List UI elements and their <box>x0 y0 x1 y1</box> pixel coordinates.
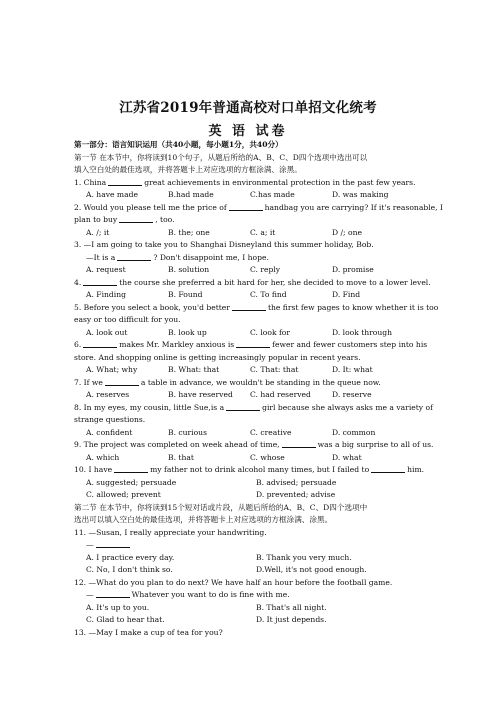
exam-body <box>74 139 443 639</box>
option-b: B. advised; persuade <box>256 477 337 487</box>
question-text: 8. In my eyes, my cousin, little Sue,is a <box>74 402 225 412</box>
option-a: A. look out <box>86 327 128 337</box>
question-7 <box>74 377 424 390</box>
option-c: C. No, I don't think so. <box>86 565 173 574</box>
question-4 <box>74 277 431 290</box>
question-text: girl because she always asks me a variety of <box>262 402 433 412</box>
question-6-cont: store. And shopping online is getting increasingly popular in recent years. <box>74 352 361 362</box>
answer-blank <box>96 539 130 548</box>
option-c: C. reply <box>250 265 281 274</box>
question-text: 7. If we <box>74 377 103 387</box>
option-d: D. common <box>332 427 376 437</box>
question-text: fewer and fewer customers step into his <box>272 340 428 349</box>
question-12: 12. —What do you plan to do next? We have half an hour before the football game. <box>74 577 393 587</box>
question-text: him. <box>407 465 425 474</box>
answer-blank <box>83 339 117 348</box>
option-a: A. have made <box>86 190 139 199</box>
option-b: B. What: that <box>168 365 220 374</box>
option-d: D. was making <box>332 190 389 199</box>
question-12-options-row1 <box>74 602 424 615</box>
question-11-options-row1 <box>74 552 424 565</box>
option-b: B.had made <box>168 190 214 199</box>
question-text: great achievements in environmental protection in the past few years. <box>144 177 416 187</box>
option-b: B. Thank you very much. <box>256 552 352 562</box>
option-c: C. allowed; prevent <box>86 490 161 499</box>
option-a: A. I practice every day. <box>86 552 175 562</box>
question-text: Whatever you want to do is fine with me. <box>131 590 290 599</box>
question-11: 11. —Susan, I really appreciate your handwriting. <box>74 527 267 537</box>
option-b: B. Found <box>168 290 203 299</box>
option-d: D. look through <box>332 327 393 337</box>
option-a: A. What; why <box>86 365 138 374</box>
answer-blank <box>105 377 139 386</box>
option-a: A. which <box>86 452 120 462</box>
option-b: B. solution <box>168 265 210 274</box>
question-text: 1. China <box>74 177 107 187</box>
question-text: ? Don't disappoint me, I hope. <box>153 252 269 262</box>
question-2 <box>74 202 443 215</box>
option-c: C.has made <box>250 190 295 199</box>
question-11-cont <box>74 539 424 552</box>
question-5 <box>74 302 439 315</box>
question-7-options <box>74 389 424 402</box>
question-9-options <box>74 452 424 465</box>
section1-intro-line2: 填入空白处的最佳选项，并将答题卡上对应选项的方框涂满、涂黑。 <box>74 165 302 174</box>
answer-blank <box>117 252 151 261</box>
question-text: 6. <box>74 340 82 349</box>
section1-intro-line1: 第一节 在本节中，你将读到10个句子，从题后所给的A、B、C、D四个选项中选出可以 <box>74 152 368 162</box>
question-text: 10. I have <box>74 465 113 474</box>
question-12-cont <box>74 589 424 602</box>
question-10-options-row1 <box>74 477 424 490</box>
question-10 <box>74 464 424 477</box>
question-8-options <box>74 427 424 440</box>
question-text: plan to buy <box>74 215 118 224</box>
answer-blank <box>371 464 405 473</box>
option-b: B. that <box>168 452 194 462</box>
option-d: D. reserve <box>332 390 372 399</box>
question-6-options <box>74 364 424 377</box>
answer-blank <box>232 302 266 311</box>
question-12-options-row2 <box>74 614 424 627</box>
question-text: my father not to drink alcohol many times, but I failed to <box>150 465 370 474</box>
option-d: D.Well, it's not good enough. <box>256 565 367 574</box>
option-a: A. suggested; persuade <box>86 477 177 487</box>
option-a: A. It's up to you. <box>86 602 150 612</box>
option-a: A. /; it <box>86 227 110 237</box>
option-a: A. request <box>86 265 126 274</box>
question-text: the course she preferred a bit hard for her, she decided to move to a lower level. <box>119 277 431 287</box>
answer-blank <box>119 214 153 223</box>
question-text: the first few pages to know whether it is too <box>267 302 439 312</box>
question-13: 13. —May I make a cup of tea for you? <box>74 627 223 637</box>
option-d: D. prevented; advise <box>256 490 336 499</box>
option-c: C. To find <box>250 290 287 299</box>
question-text: — <box>86 540 94 549</box>
exam-title: 江苏省2019年普通高校对口单招文化统考 <box>119 100 377 116</box>
question-2-cont <box>74 214 424 227</box>
answer-blank <box>229 202 263 211</box>
question-5-options <box>74 327 424 340</box>
answer-blank <box>108 177 142 186</box>
answer-blank <box>83 277 117 286</box>
question-text: a table in advance, we wouldn't be standing in the queue now. <box>140 377 381 387</box>
question-3: 3. —I am going to take you to Shanghai Disneyland this summer holiday, Bob. <box>74 240 374 249</box>
question-text: handbag you are carrying? If it's reasonable, I <box>264 202 443 212</box>
question-text: 5. Before you select a book, you'd better <box>74 302 230 312</box>
option-d: D /; one <box>332 227 362 237</box>
section2-intro-line1: 第二节 在本节中，你将读到15个短对话或片段，从题后所给的A、B、C、D四个选项中 <box>74 502 368 512</box>
question-8 <box>74 402 433 415</box>
option-b: B. the; one <box>168 227 210 237</box>
question-8-cont: strange questions. <box>74 415 146 424</box>
question-3-cont <box>74 252 424 265</box>
exam-subtitle: 英 语 试卷 <box>208 124 288 139</box>
question-text: was a big surprise to all of us. <box>317 440 434 449</box>
question-6 <box>74 339 428 352</box>
question-text: 2. Would you please tell me the price of <box>74 202 227 212</box>
question-text: 4. <box>74 277 82 287</box>
option-b: B. have reserved <box>168 390 233 399</box>
option-d: D. promise <box>332 265 374 274</box>
question-text: makes Mr. Markley anxious is <box>119 340 235 349</box>
question-4-options <box>74 289 424 302</box>
question-text: , too. <box>155 215 175 224</box>
answer-blank <box>96 589 130 598</box>
option-d: D. Find <box>332 290 361 299</box>
question-3-options <box>74 264 424 277</box>
section2-intro-line2: 选出可以填入空白处的最佳选项，并将答题卡上对应选项的方框涂满、涂黑。 <box>74 515 333 524</box>
option-a: A. reserves <box>86 390 130 399</box>
option-c: C. whose <box>250 452 285 462</box>
answer-blank <box>226 402 260 411</box>
option-d: D. It just depends. <box>256 615 327 624</box>
option-a: A. confident <box>86 427 133 437</box>
option-d: D. It: what <box>332 365 373 374</box>
option-b: B. look up <box>168 327 207 337</box>
option-c: C. a; it <box>250 227 276 237</box>
option-c: C. had reserved <box>250 390 311 399</box>
part1-heading: 第一部分：语言知识运用（共40小题，每小题1分，共40分） <box>74 140 283 149</box>
question-10-options-row2 <box>74 489 424 502</box>
question-text: — <box>86 590 94 599</box>
question-text: —It is a <box>86 252 116 262</box>
option-a: A. Finding <box>86 290 126 299</box>
question-11-options-row2 <box>74 564 424 577</box>
option-b: B. curious <box>168 427 207 437</box>
answer-blank <box>236 339 270 348</box>
question-5-cont: easy or too difficult for you. <box>74 315 181 324</box>
option-c: C. That: that <box>250 365 299 374</box>
question-2-options <box>74 227 424 240</box>
question-1 <box>74 177 424 190</box>
option-c: C. Glad to hear that. <box>86 615 165 624</box>
answer-blank <box>114 464 148 473</box>
option-c: C. look for <box>250 327 290 337</box>
option-b: B. That's all night. <box>256 602 327 612</box>
question-text: 9. The project was completed on week ahead of time, <box>74 440 280 449</box>
question-1-options <box>74 189 424 202</box>
answer-blank <box>282 439 316 448</box>
option-d: D. what <box>332 452 362 462</box>
option-c: C. creative <box>250 427 292 437</box>
question-9 <box>74 439 434 452</box>
